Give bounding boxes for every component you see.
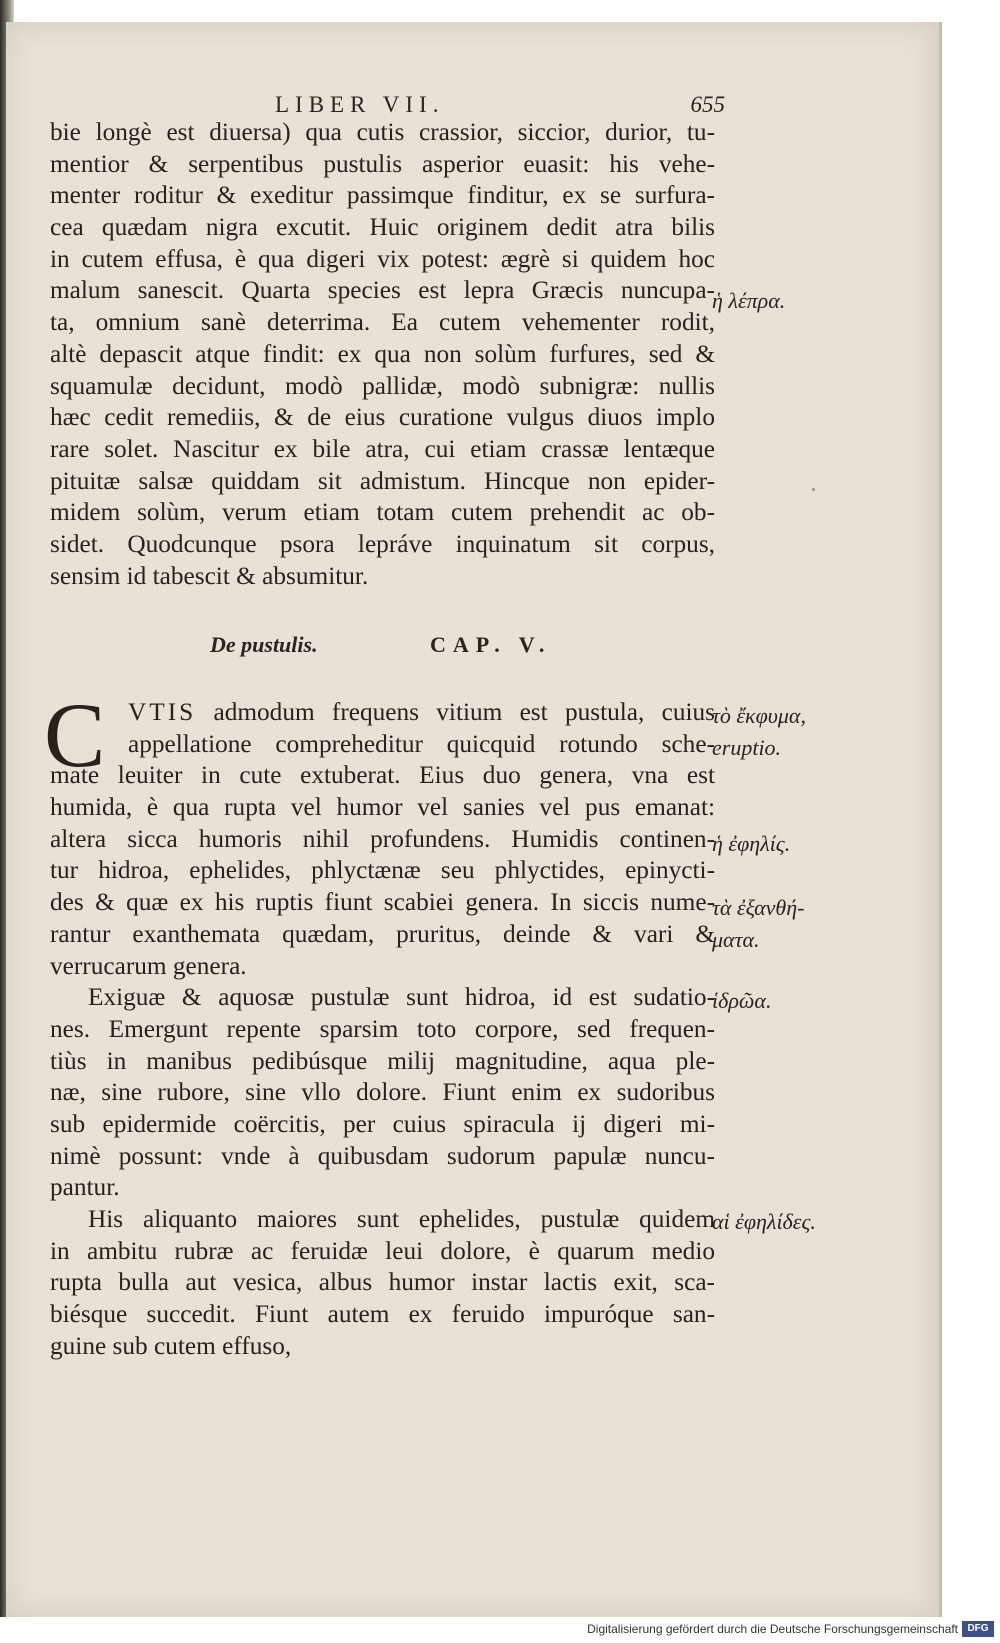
text-line: altera sicca humoris nihil profundens. Humidis continen- [50,824,715,853]
text-line: appellatione compreheditur quicquid rotundo sche- [128,729,715,758]
text-line: humida, è qua rupta vel humor vel sanies vel pus emanat: [50,793,715,822]
text-line: altè depascit atque findit: ex qua non solùm furfures, sed & [50,339,715,368]
text-line: in cutem effusa, è qua digeri vix potest: ægrè si quidem hoc [50,244,715,273]
margin-note-exanthemata-2: ματα. [712,927,760,952]
margin-note-ephelis: ἡ ἐφηλίς. [712,831,791,856]
margin-note-ekphyma: τὸ ἔκφυμα, [712,703,806,728]
text-line: verrucarum genera. [50,951,247,980]
margin-note-eruptio: eruptio. [712,735,782,760]
margin-note-exanthemata-1: τὰ ἐξανθή- [712,895,805,920]
footer-credit: Digitalisierung gefördert durch die Deutsche Forschungsgemeinschaft [587,1622,958,1636]
chapter-number: CAP. V. [430,632,552,657]
text-line: rare solet. Nascitur ex bile atra, cui etiam crassæ lentæque [50,434,715,463]
text-line: pituitæ salsæ quiddam sit admistum. Hincque non epider- [50,466,715,495]
text-line: sub epidermide coërcitis, per cuius spiracula ij digeri mi- [50,1109,715,1138]
text-line: nes. Emergunt repente sparsim toto corpore, sed frequen- [50,1014,715,1043]
chapter-heading [50,632,715,668]
text-line: rupta bulla aut vesica, albus humor instar lactis exit, sca- [50,1268,715,1297]
text-block-2 [44,684,715,1362]
text-line: næ, sine rubore, sine vllo dolore. Fiunt enim ex sudoribus [50,1078,715,1107]
text-line: in ambitu rubræ ac feruidæ leui dolore, è quarum medio [50,1236,715,1265]
text-line: ta, omnium sanè deterrima. Ea cutem vehementer rodit, [50,308,715,337]
text-line: Exiguæ & aquosæ pustulæ sunt hidroa, id est sudatio- [88,983,715,1012]
text-line: sidet. Quodcunque psora lepráve inquinatum sit corpus, [50,529,715,558]
paper-speck [812,488,815,491]
text-line: mentior & serpentibus pustulis asperior euasit: his vehe- [50,149,715,178]
footer-bar [0,1617,1000,1643]
text-line: tiùs in manibus pedibúsque milij magnitudine, aqua ple- [50,1046,715,1075]
text-line: des & quæ ex his ruptis fiunt scabiei genera. In siccis nume- [50,888,715,917]
page-number: 655 [690,92,725,117]
text-line: mate leuiter in cute extuberat. Eius duo genera, vna est [50,761,715,790]
text-line: nimè possunt: vnde à quibusdam sudorum papulæ nuncu- [50,1141,715,1170]
text-line: pantur. [50,1173,120,1202]
text-line: bie longè est diuersa) qua cutis crassior, siccior, durior, tu- [50,118,715,146]
chapter-title: De pustulis. [210,632,318,657]
first-word: VTIS [128,698,197,726]
text-line: malum sanescit. Quarta species est lepra Græcis nuncupa- [50,276,715,305]
text-line: His aliquanto maiores sunt ephelides, pustulæ quidem [88,1205,715,1233]
first-line-rest: admodum frequens vitium est pustula, cuius [196,698,715,726]
margin-note-lepra: ἡ λέπρα. [712,288,786,313]
text-line: menter roditur & exeditur passimque finditur, ex se surfura- [50,181,715,210]
text-line: hæc cedit remediis, & de eius curatione vulgus diuos implo [50,403,715,432]
dfg-logo-icon: DFG [962,1621,994,1637]
margin-note-ephelides: αἱ ἐφηλίδες. [712,1209,816,1234]
drop-cap: C [44,684,106,786]
margin-note-hidroa: ἱδρῶα. [712,988,772,1013]
text-line: tur hidroa, ephelides, phlyctænæ seu phlyctides, epinycti- [50,856,715,885]
text-line: rantur exanthemata quædam, pruritus, deinde & vari & [50,919,715,948]
text-line: midem solùm, verum etiam totam cutem prehendit ac ob- [50,498,715,527]
text-line: guine sub cutem effuso, [50,1331,292,1360]
text-line: biésque succedit. Fiunt autem ex feruido impuróque san- [50,1300,715,1329]
running-head: LIBER VII. [275,92,445,117]
page-edge [936,22,942,1617]
text-line: squamulæ decidunt, modò pallidæ, modò subnigræ: nullis [50,371,715,400]
text-line: cea quædam nigra excutit. Huic originem dedit atra bilis [50,213,715,242]
text-line-first [50,697,715,729]
text-block-1 [50,117,715,592]
text-line: sensim id tabescit & absumitur. [50,561,369,590]
